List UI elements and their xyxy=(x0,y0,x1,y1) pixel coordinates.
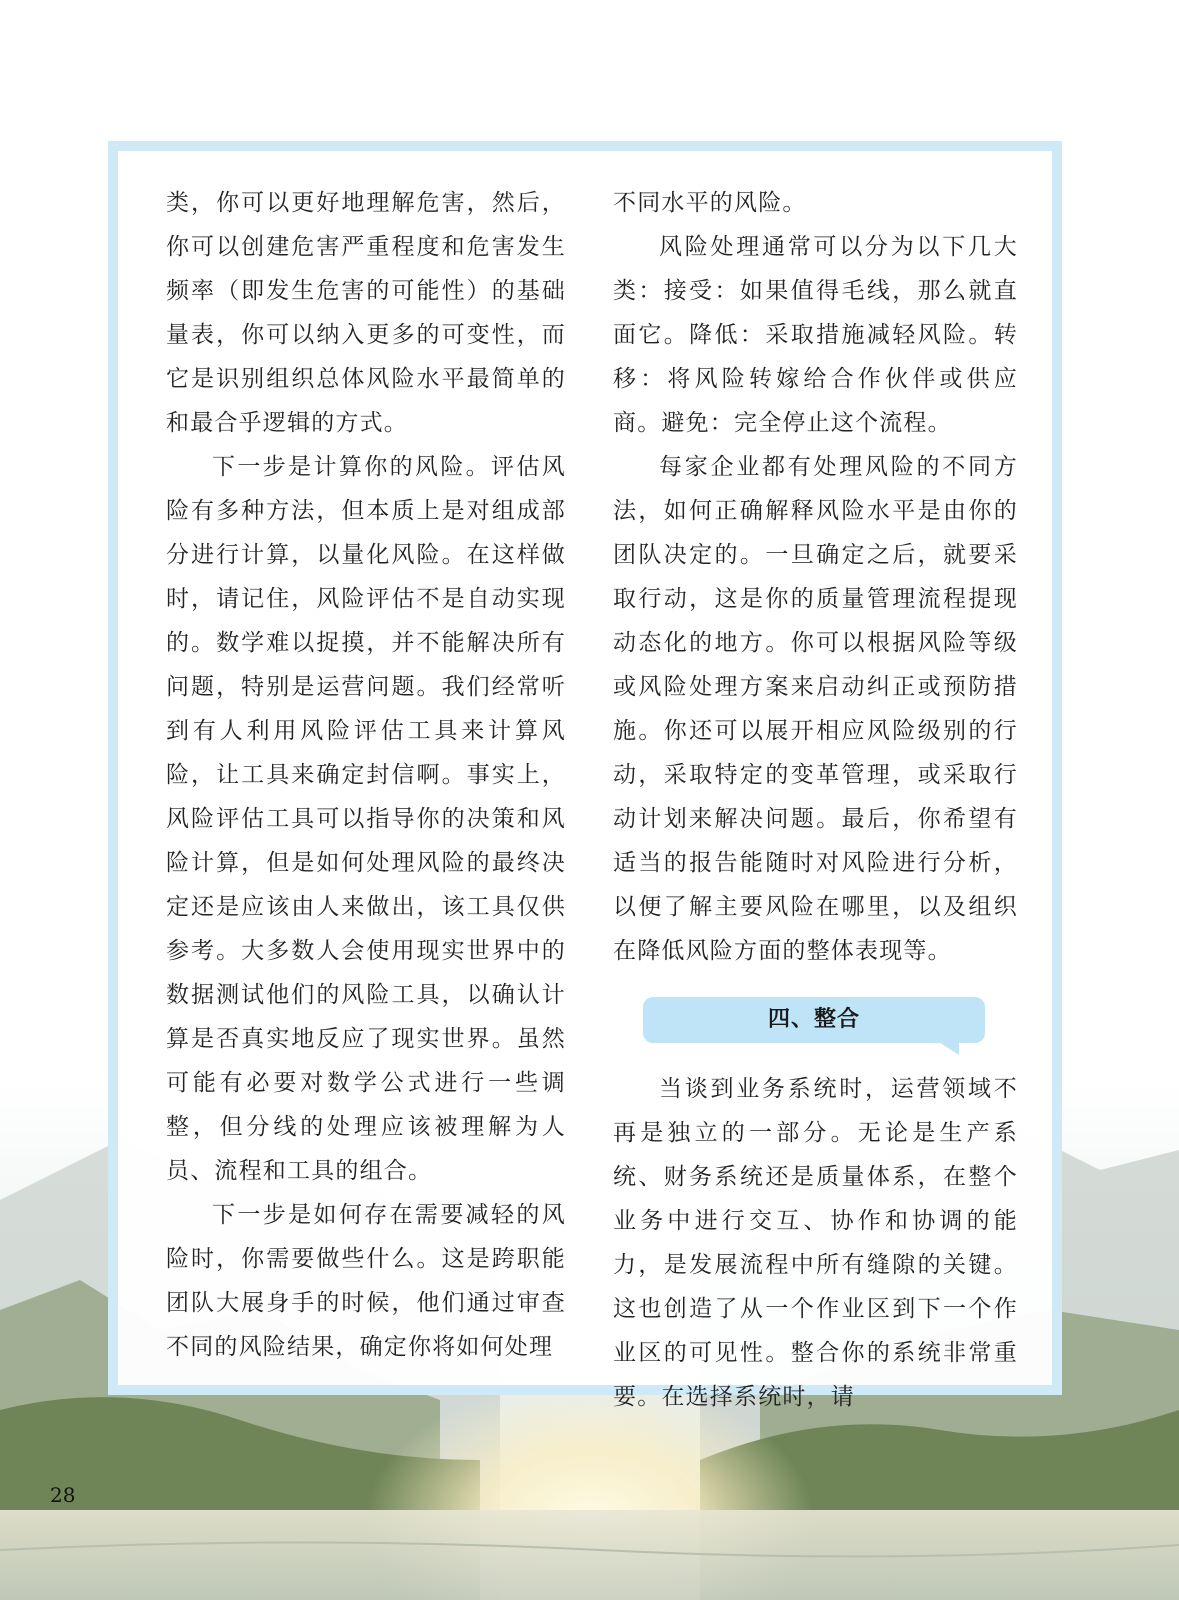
paragraph: 下一步是如何存在需要减轻的风险时，你需要做些什么。这是跨职能团队大展身手的时候，他们通过审查不同的风险结果，确定你将如何处理 xyxy=(166,1202,566,1360)
paragraph: 不同水平的风险。 xyxy=(613,190,807,216)
speech-bubble-tail-icon xyxy=(937,1041,959,1055)
paragraph: 每家企业都有处理风险的不同方法，如何正确解释风险水平是由你的团队决定的。一旦确定之后，就要采取行动，这是你的质量管理流程提现动态化的地方。你可以根据风险等级或风险处理方案来启动纠正或预防措施。你还可以展开相应风险级别的行动，采取特定的变革管理，或采取行动计划来解决问题。最后，你希望有适当的报告能随时对风险进行分析，以便了解主要风险在哪里，以及组织在降低风险方面的整体表现等。 xyxy=(613,454,1018,964)
paragraph: 类，你可以更好地理解危害，然后，你可以创建危害严重程度和危害发生频率（即发生危害的可能性）的基础量表，你可以纳入更多的可变性，而它是识别组织总体风险水平最简单的和最合乎逻辑的方式。 xyxy=(166,190,566,436)
paragraph: 下一步是计算你的风险。评估风险有多种方法，但本质上是对组成部分进行计算，以量化风险。在这样做时，请记住，风险评估不是自动实现的。数学难以捉摸，并不能解决所有问题，特别是运营问题。我们经常听到有人利用风险评估工具来计算风险，让工具来确定封信啊。事实上，风险评估工具可以指导你的决策和风险计算，但是如何处理风险的最终决定还是应该由人来做出，该工具仅供参考。大多数人会使用现实世界中的数据测试他们的风险工具，以确认计算是否真实地反应了现实世界。虽然可能有必要对数学公式进行一些调整，但分线的处理应该被理解为人员、流程和工具的组合。 xyxy=(166,454,566,1184)
paragraph: 当谈到业务系统时，运营领域不再是独立的一部分。无论是生产系统、财务系统还是质量体系，在整个业务中进行交互、协作和协调的能力，是发展流程中所有缝隙的关键。这也创造了从一个作业区到下一个作业区的可见性。整合你的系统非常重要。在选择系统时，请 xyxy=(613,1076,1018,1410)
section-heading: 四、整合 xyxy=(767,1007,860,1032)
page-number: 28 xyxy=(50,1483,76,1507)
section-heading-box xyxy=(643,997,985,1043)
left-text-column xyxy=(166,181,566,1369)
right-text-column xyxy=(613,181,1018,1419)
content-frame xyxy=(108,141,1062,1410)
paragraph: 风险处理通常可以分为以下几大类：接受：如果值得毛线，那么就直面它。降低：采取措施减轻风险。转移：将风险转嫁给合作伙伴或供应商。避免：完全停止这个流程。 xyxy=(613,234,1018,436)
